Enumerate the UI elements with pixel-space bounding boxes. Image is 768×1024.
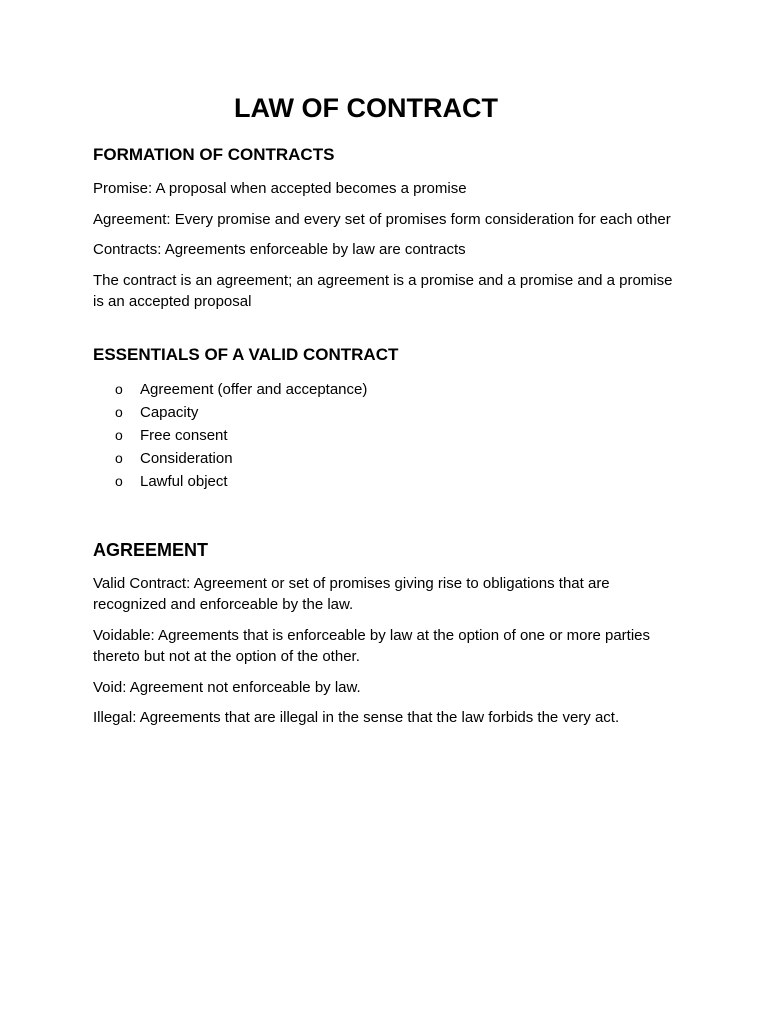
- document-title: LAW OF CONTRACT: [234, 93, 498, 123]
- agreement-paragraph: Illegal: Agreements that are illegal in the sense that the law forbids the very act.: [93, 709, 620, 726]
- list-item-text: Consideration: [140, 449, 233, 467]
- list-item: [115, 470, 683, 493]
- essentials-list: [93, 378, 683, 493]
- section-spacer: [93, 322, 683, 344]
- agreement-paragraph: Voidable: Agreements that is enforceable by law at the option of one or more parties thereto but not at the option of the other.: [93, 626, 651, 665]
- document-content: [93, 92, 683, 738]
- bullet-circle-icon: o: [115, 380, 123, 397]
- essentials-heading: ESSENTIALS OF A VALID CONTRACT: [93, 344, 399, 364]
- bullet-circle-icon: o: [115, 472, 123, 489]
- formation-paragraph: Promise: A proposal when accepted becomes a promise: [93, 180, 467, 197]
- formation-paragraph: Contracts: Agreements enforceable by law are contracts: [93, 241, 466, 258]
- formation-paragraph: Agreement: Every promise and every set of promises form consideration for each other: [93, 210, 671, 228]
- formation-heading: FORMATION OF CONTRACTS: [93, 145, 335, 164]
- bullet-circle-icon: o: [115, 426, 123, 443]
- bullet-circle-icon: o: [115, 403, 123, 420]
- list-item-text: Free consent: [140, 426, 228, 444]
- agreement-paragraph: Void: Agreement not enforceable by law.: [93, 678, 361, 696]
- list-item-text: Lawful object: [140, 472, 228, 490]
- formation-paragraph: The contract is an agreement; an agreement is a promise and a promise and a promise is an accepted proposal: [93, 271, 673, 310]
- agreement-paragraph: Valid Contract: Agreement or set of promises giving rise to obligations that are recognized and enforceable by the law.: [93, 574, 610, 613]
- list-item-text: Agreement (offer and acceptance): [140, 380, 368, 398]
- list-item: [115, 401, 683, 424]
- section-spacer: [93, 493, 683, 539]
- bullet-circle-icon: o: [115, 449, 123, 466]
- list-item: [115, 378, 683, 401]
- list-item: [115, 447, 683, 470]
- list-item: [115, 424, 683, 447]
- agreement-heading: AGREEMENT: [93, 539, 209, 560]
- list-item-text: Capacity: [140, 403, 199, 421]
